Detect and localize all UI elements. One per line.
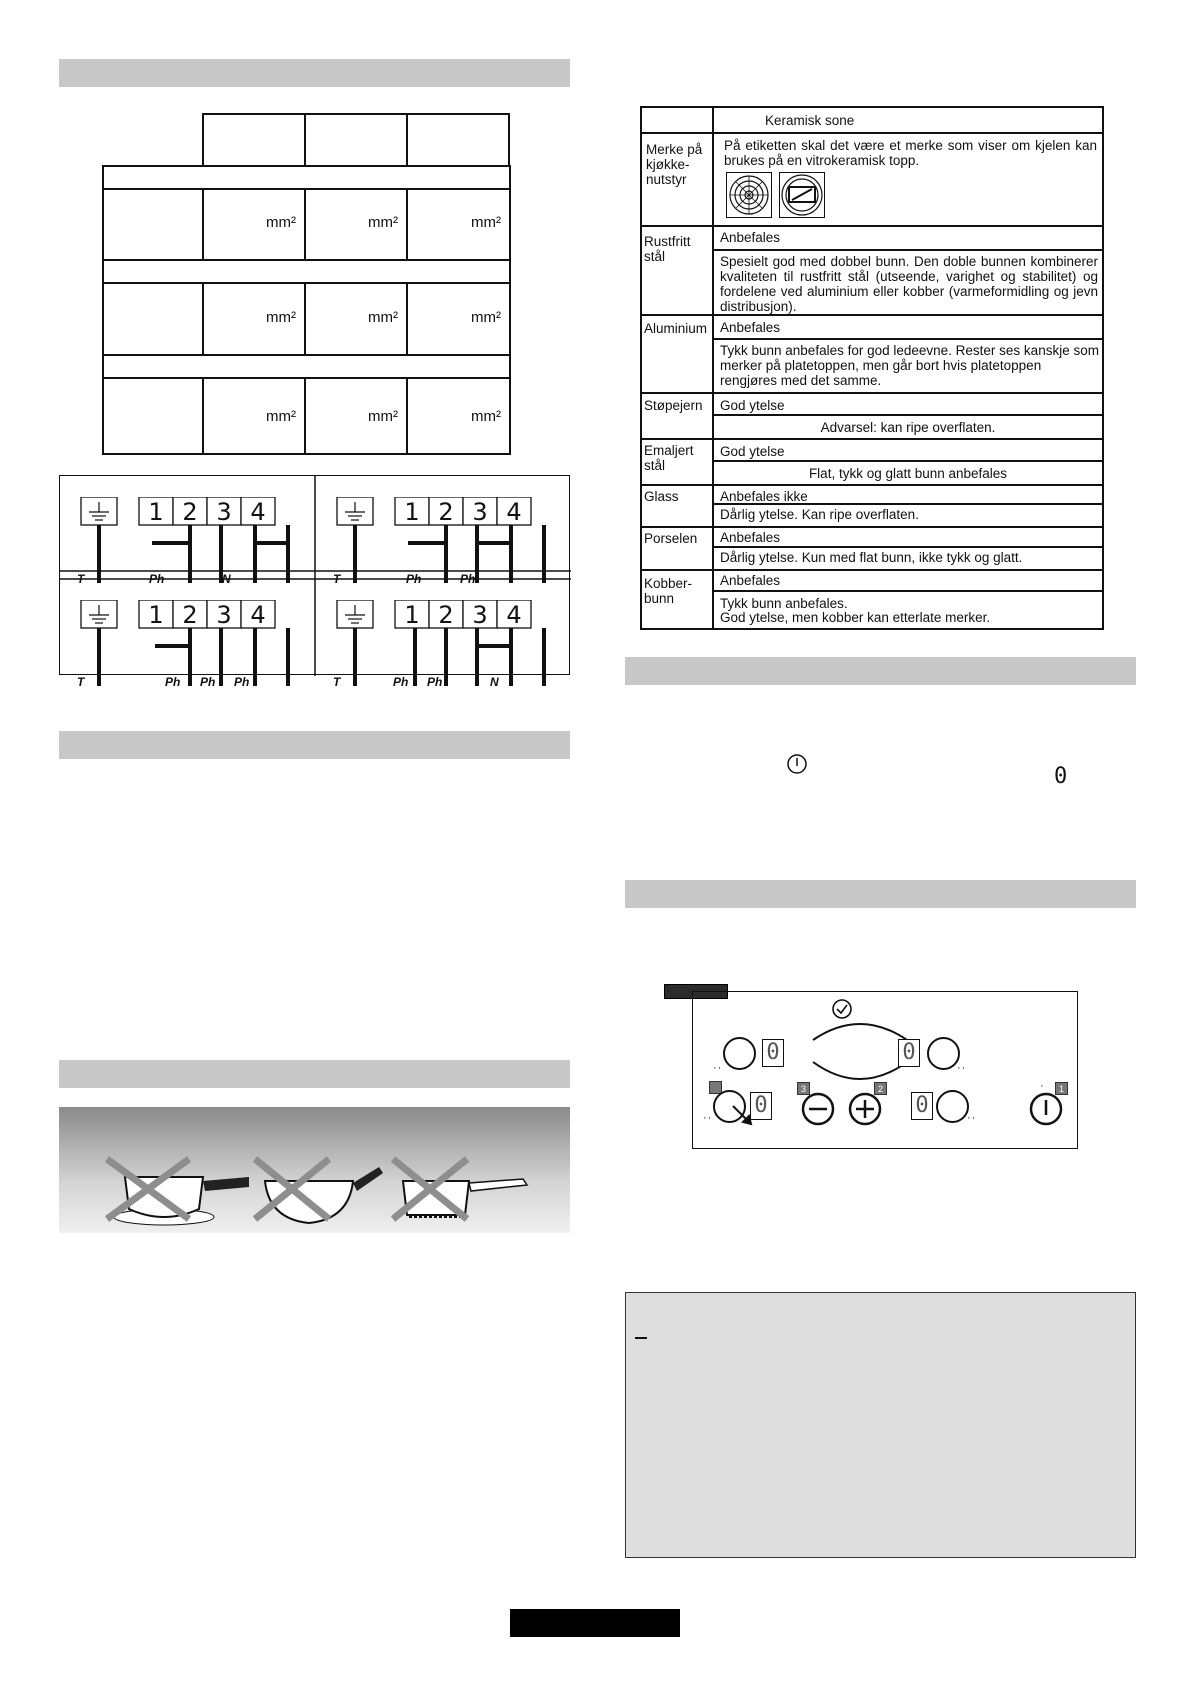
row-label-stopejern: Støpejern bbox=[644, 398, 703, 413]
table-cell bbox=[304, 282, 408, 356]
timer-icon bbox=[831, 998, 853, 1020]
terminal-number: 2 bbox=[182, 498, 198, 526]
table-row-label bbox=[102, 188, 204, 261]
zone-display-rear-left: 0 bbox=[762, 1039, 784, 1067]
terminal-number: 4 bbox=[250, 601, 266, 629]
wiring-diagram-2 bbox=[323, 497, 573, 587]
wire-label: T bbox=[77, 675, 85, 689]
terminal-number: 1 bbox=[148, 601, 164, 629]
zone-knob-rear-right bbox=[927, 1037, 960, 1070]
cell-value: mm² bbox=[471, 309, 501, 326]
terminal-number: 1 bbox=[404, 601, 420, 629]
table-group-row bbox=[102, 259, 511, 284]
table-cell bbox=[406, 188, 511, 261]
wire-label: Ph bbox=[460, 572, 476, 586]
row-label-kobber: Kobber-bunn bbox=[644, 576, 693, 606]
cookware-table-header: Keramisk sone bbox=[765, 113, 855, 128]
table-row-label bbox=[102, 377, 204, 455]
row-text-glass: Dårlig ytelse. Kan ripe overflaten. bbox=[720, 507, 919, 522]
row-label-aluminium: Aluminium bbox=[644, 321, 708, 336]
cell-value: mm² bbox=[266, 214, 296, 231]
table-cell bbox=[406, 377, 511, 455]
row-rating-stopejern: God ytelse bbox=[720, 398, 785, 413]
row-rating-emaljert: God ytelse bbox=[720, 444, 785, 459]
row-rating-kobber: Anbefales bbox=[720, 573, 781, 588]
row-rating-glass: Anbefales ikke bbox=[720, 489, 808, 504]
power-icon bbox=[786, 753, 808, 775]
wiring-diagram-3 bbox=[67, 600, 317, 690]
table-cell bbox=[202, 188, 306, 261]
zone-display-rear-right: 0 bbox=[898, 1039, 920, 1067]
wire-label: Ph bbox=[200, 675, 216, 689]
table-header-cell bbox=[304, 113, 408, 167]
minus-button-icon bbox=[800, 1091, 836, 1127]
terminal-number: 1 bbox=[148, 498, 164, 526]
row-rating-porselen: Anbefales bbox=[720, 530, 781, 545]
row-rating-aluminium: Anbefales bbox=[720, 320, 781, 335]
step-badge-3: 3 bbox=[797, 1082, 810, 1095]
section-header-band-4 bbox=[625, 657, 1136, 685]
row-label-merke: Merke på kjøkke-nutstyr bbox=[646, 142, 703, 187]
section-header-band-1 bbox=[59, 59, 570, 87]
wire-label: Ph bbox=[406, 572, 422, 586]
row-rating-rustfritt: Anbefales bbox=[720, 230, 781, 245]
cell-value: mm² bbox=[368, 309, 398, 326]
power-button-icon bbox=[1028, 1091, 1064, 1127]
note-box bbox=[625, 1292, 1136, 1558]
zone-dots: ·· bbox=[703, 1112, 713, 1124]
table-group-row bbox=[102, 354, 511, 379]
row-text-aluminium: Tykk bunn anbefales for god ledeevne. Rester ses kanskje som merker på platetoppen, men går bort hvis platetoppen rengjøres med det samme. bbox=[720, 343, 1099, 388]
table-cell bbox=[406, 282, 511, 356]
wire-label: Ph bbox=[393, 675, 409, 689]
step-badge-2: 2 bbox=[874, 1082, 887, 1095]
terminal-number: 3 bbox=[216, 498, 232, 526]
zone-knob-front-right bbox=[936, 1090, 969, 1123]
row-text-porselen: Dårlig ytelse. Kun med flat bunn, ikke tykk og glatt. bbox=[720, 550, 1023, 565]
row-label-glass: Glass bbox=[644, 489, 679, 504]
row-text-emaljert: Flat, tykk og glatt bunn anbefales bbox=[808, 466, 1008, 481]
zone-display-front-left: 0 bbox=[750, 1092, 772, 1120]
terminal-number: 4 bbox=[506, 601, 522, 629]
cell-value: mm² bbox=[471, 214, 501, 231]
section-header-band-2 bbox=[59, 731, 570, 759]
power-dot: · bbox=[1040, 1080, 1045, 1092]
zone-dots: ·· bbox=[967, 1112, 977, 1124]
terminal-number: 3 bbox=[472, 498, 488, 526]
zone-dots: ·· bbox=[713, 1062, 723, 1074]
table-cell bbox=[304, 188, 408, 261]
section-header-band-3 bbox=[59, 1060, 570, 1088]
wire-label: Ph bbox=[149, 572, 165, 586]
wire-label: Ph bbox=[427, 675, 443, 689]
cookware-warning-illustration bbox=[59, 1107, 570, 1233]
table-cell bbox=[304, 377, 408, 455]
row-label-emaljert: Emaljert stål bbox=[644, 443, 694, 473]
page-footer-bar bbox=[510, 1609, 680, 1637]
wire-label: T bbox=[77, 572, 85, 586]
table-cell bbox=[202, 377, 306, 455]
table-cell bbox=[202, 282, 306, 356]
table-group-row bbox=[102, 165, 511, 190]
wiring-diagram-4 bbox=[323, 600, 573, 690]
terminal-number: 3 bbox=[216, 601, 232, 629]
wiring-diagram-1 bbox=[67, 497, 317, 587]
table-header-cell bbox=[406, 113, 510, 167]
cell-value: mm² bbox=[266, 408, 296, 425]
terminal-number: 3 bbox=[472, 601, 488, 629]
table-header-cell bbox=[202, 113, 306, 167]
row-label-porselen: Porselen bbox=[644, 531, 698, 546]
cell-value: mm² bbox=[368, 214, 398, 231]
zone-display-front-right: 0 bbox=[911, 1092, 933, 1120]
wire-label: T bbox=[333, 675, 341, 689]
wire-label: N bbox=[490, 675, 499, 689]
terminal-number: 2 bbox=[182, 601, 198, 629]
ceramic-hob-symbol-icon bbox=[726, 172, 772, 218]
control-panel-diagram bbox=[692, 991, 1078, 1149]
cell-value: mm² bbox=[471, 408, 501, 425]
display-digit: 0 bbox=[1054, 764, 1068, 789]
zone-dots: ·· bbox=[957, 1062, 967, 1074]
wire-label: Ph bbox=[165, 675, 181, 689]
cell-value: mm² bbox=[368, 408, 398, 425]
row-text-kobber-2: God ytelse, men kobber kan etterlate merker. bbox=[720, 610, 991, 625]
terminal-number: 2 bbox=[438, 601, 454, 629]
wire-label: N bbox=[222, 572, 231, 586]
row-label-rustfritt: Rustfritt stål bbox=[644, 234, 691, 264]
zone-knob-rear-left bbox=[723, 1037, 756, 1070]
terminal-number: 1 bbox=[404, 498, 420, 526]
cable-section-table bbox=[102, 113, 511, 455]
cookware-table bbox=[640, 106, 1104, 630]
step-badge-1: 1 bbox=[1055, 1082, 1068, 1095]
terminal-number: 4 bbox=[250, 498, 266, 526]
glass-ceramic-symbol-icon bbox=[779, 172, 825, 218]
wire-label: Ph bbox=[234, 675, 250, 689]
plus-button-icon bbox=[847, 1091, 883, 1127]
note-marker bbox=[635, 1337, 647, 1339]
unsuitable-pans-graphic bbox=[59, 1107, 570, 1233]
terminal-number: 2 bbox=[438, 498, 454, 526]
row-text-stopejern: Advarsel: kan ripe overflaten. bbox=[820, 420, 996, 435]
row-text-merke: På etiketten skal det være et merke som viser om kjelen kan brukes på en vitrokeramisk topp. bbox=[724, 138, 1097, 168]
cell-value: mm² bbox=[266, 309, 296, 326]
row-text-kobber-1: Tykk bunn anbefales. bbox=[720, 596, 848, 611]
row-text-rustfritt: Spesielt god med dobbel bunn. Den doble bunnen kombinerer kvaliteten til rustfritt stål (utseende, varighet og stabilitet) og fordelene ved aluminium eller kobber (varmeformidling og jevn distribusjon). bbox=[720, 254, 1098, 314]
terminal-number: 4 bbox=[506, 498, 522, 526]
section-header-band-5 bbox=[625, 880, 1136, 908]
wire-label: T bbox=[333, 572, 341, 586]
table-row-label bbox=[102, 282, 204, 356]
